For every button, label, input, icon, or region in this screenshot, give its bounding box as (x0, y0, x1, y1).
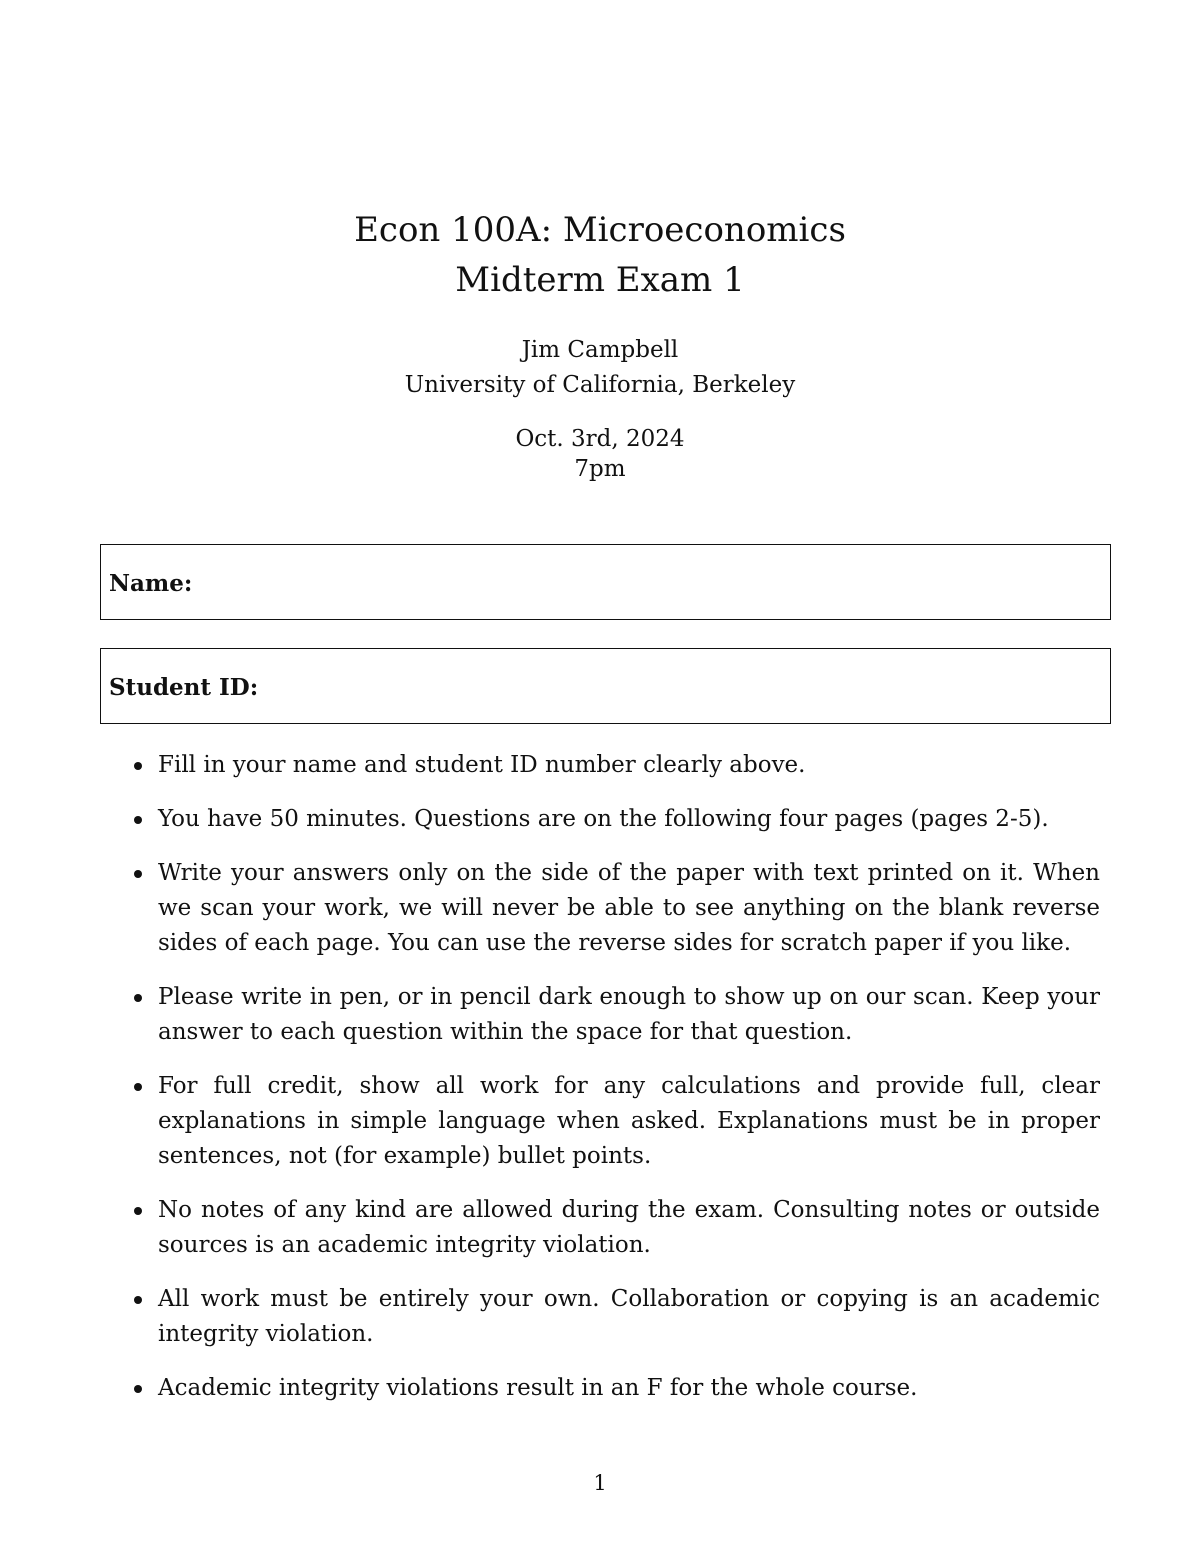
instruction-text: You have 50 minutes. Questions are on the following four pages (pages 2-5). (158, 806, 1049, 832)
instruction-text: All work must be entirely your own. Collaboration or copying is an academic integrity violation. (158, 1286, 1100, 1347)
exam-time: 7pm (574, 456, 626, 482)
student-id-field[interactable] (391, 663, 1100, 709)
instruction-text: Write your answers only on the side of the paper with text printed on it. When we scan your work, we will never be able to see anything on the blank reverse sides of each page. You can use the reverse sides for scratch paper if you like. (158, 860, 1100, 956)
bullet-icon (134, 1385, 142, 1393)
list-item (130, 1193, 1100, 1263)
page-number: 1 (593, 1471, 607, 1495)
instruction-text: Academic integrity violations result in an F for the whole course. (158, 1375, 918, 1401)
list-item (130, 1069, 1100, 1174)
name-label: Name: (109, 570, 193, 597)
instruction-text: Fill in your name and student ID number clearly above. (158, 752, 806, 778)
bullet-icon (134, 816, 142, 824)
exam-date: Oct. 3rd, 2024 (515, 426, 685, 452)
instruction-text: Please write in pen, or in pencil dark enough to show up on our scan. Keep your answer to each question within the space for that question. (158, 984, 1100, 1045)
institution-name: University of California, Berkeley (404, 372, 796, 398)
instruction-text: For full credit, show all work for any calculations and provide full, clear explanations in simple language when asked. Explanations must be in proper sentences, not (for example) bullet points. (158, 1073, 1100, 1169)
instruction-text: No notes of any kind are allowed during the exam. Consulting notes or outside sources is an academic integrity violation. (158, 1197, 1100, 1258)
student-id-field-box[interactable] (100, 648, 1111, 724)
title-block (0, 205, 1200, 305)
student-id-label: Student ID: (109, 674, 259, 701)
list-item (130, 1371, 1100, 1406)
bullet-icon (134, 762, 142, 770)
bullet-icon (134, 870, 142, 878)
list-item (130, 802, 1100, 837)
course-title: Econ 100A: Microeconomics (354, 210, 846, 250)
list-item (130, 856, 1100, 961)
instructions-list (130, 748, 1100, 1425)
instructor-name: Jim Campbell (521, 337, 679, 363)
list-item (130, 980, 1100, 1050)
bullet-icon (134, 1207, 142, 1215)
bullet-icon (134, 1296, 142, 1304)
list-item (130, 1282, 1100, 1352)
list-item (130, 748, 1100, 783)
date-block (0, 424, 1200, 484)
exam-title: Midterm Exam 1 (455, 260, 745, 300)
bullet-icon (134, 994, 142, 1002)
name-field-box[interactable] (100, 544, 1111, 620)
bullet-icon (134, 1083, 142, 1091)
name-field[interactable] (281, 559, 1100, 605)
author-block (0, 333, 1200, 403)
